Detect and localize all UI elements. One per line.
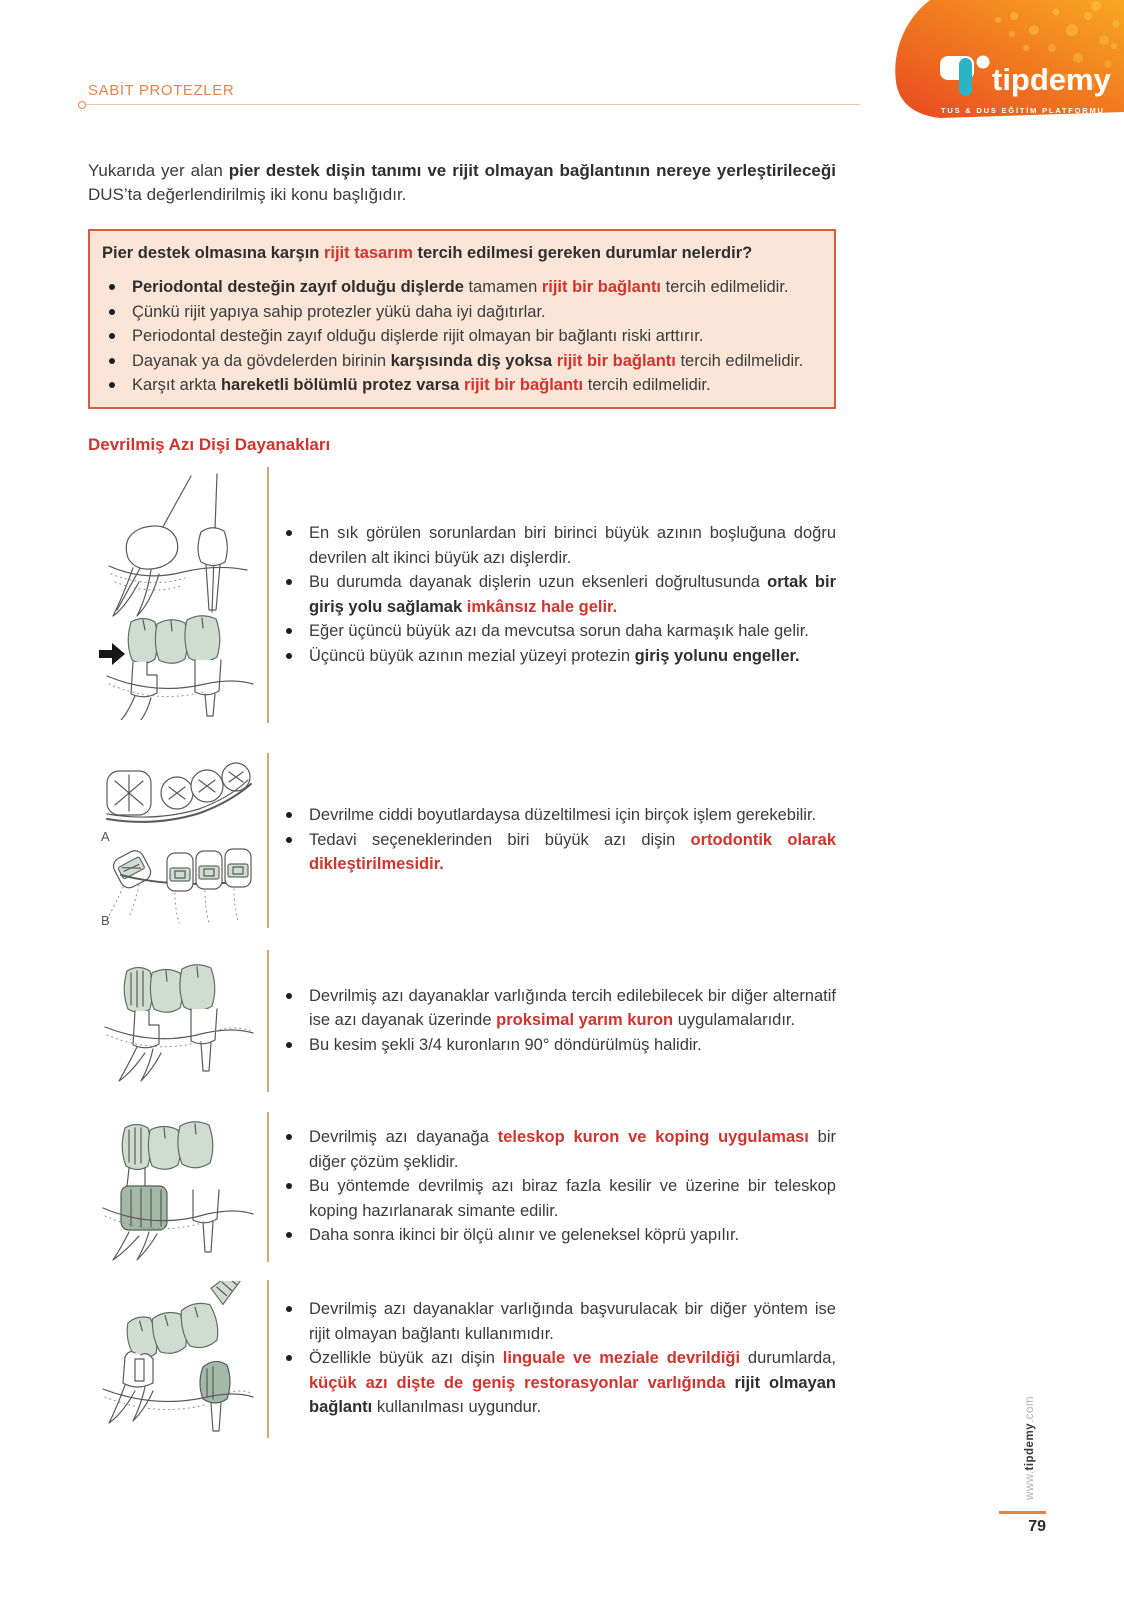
- list-item: En sık görülen sorunlardan biri birinci büyük azının boşluğuna doğru devrilen alt ikinci büyük azı dişlerdir.: [279, 521, 836, 570]
- content-rows: [88, 467, 836, 1438]
- list-item: Bu yöntemde devrilmiş azı biraz fazla kesilir ve üzerine bir teleskop koping hazırlanarak simante edilir.: [279, 1174, 836, 1223]
- bullet-icon: [279, 644, 309, 669]
- bullet-icon: [279, 570, 309, 619]
- section-heading: Devrilmiş Azı Dişi Dayanakları: [88, 434, 331, 454]
- bullet-icon: [102, 275, 132, 300]
- content-row-telescopic-coping: [88, 1112, 836, 1262]
- bullet-icon: [279, 984, 309, 1033]
- list-item: Devrilmiş azı dayanağa teleskop kuron ve koping uygulaması bir diğer çözüm şeklidir.: [279, 1125, 836, 1174]
- bullet-icon: [279, 521, 309, 570]
- illustration-tilted-molar: [88, 467, 267, 723]
- bullet-icon: [279, 619, 309, 644]
- bullet-icon: [279, 1033, 309, 1058]
- list-item: Daha sonra ikinci bir ölçü alınır ve geleneksel köprü yapılır.: [279, 1223, 836, 1248]
- content-row-orthodontic-uprighting: [88, 753, 836, 928]
- list-item: Karşıt arkta hareketli bölümlü protez varsa rijit bir bağlantı tercih edilmelidir.: [102, 373, 820, 398]
- url-suffix: .com: [1024, 1396, 1036, 1423]
- bullet-icon: [279, 1223, 309, 1248]
- bullet-icon: [102, 349, 132, 374]
- footer-website-url: [1024, 1394, 1036, 1500]
- bullet-icon: [279, 803, 309, 828]
- logo-badge-icon: [866, 0, 1124, 128]
- logo-tagline: TUS & DUS EĞİTİM PLATFORMU: [941, 106, 1105, 115]
- logo-brand-text: tipdemy: [992, 62, 1111, 97]
- list-item: Devrilmiş azı dayanaklar varlığında başvurulacak bir diğer yöntem ise rijit olmayan bağlantı kullanımıdır.: [279, 1297, 836, 1346]
- svg-text:A: A: [101, 828, 110, 844]
- content-row-proximal-half-crown: [88, 950, 836, 1092]
- bullet-icon: [279, 1297, 309, 1346]
- page-number-divider: [999, 1511, 1046, 1514]
- bullet-icon: [102, 300, 132, 325]
- content-row-non-rigid-connector: [88, 1280, 836, 1438]
- list-item: Çünkü rijit yapıya sahip protezler yükü daha iyi dağıtırlar.: [102, 300, 820, 325]
- tipdemy-logo: [866, 0, 1124, 128]
- list-item: Periodontal desteğin zayıf olduğu dişlerde rijit olmayan bir bağlantı riski arttırır.: [102, 324, 820, 349]
- header-divider: [86, 104, 860, 105]
- illustration-non-rigid-connector: [88, 1280, 267, 1438]
- illustration-telescopic-coping: [88, 1112, 267, 1262]
- question-box-title: Pier destek olmasına karşın rijit tasarım tercih edilmesi gereken durumlar nelerdir?: [102, 244, 753, 262]
- header-divider-circle-icon: [78, 101, 86, 109]
- url-prefix: www.: [1024, 1470, 1036, 1500]
- bullet-icon: [279, 1174, 309, 1223]
- intro-paragraph: Yukarıda yer alan pier destek dişin tanımı ve rijit olmayan bağlantının nereye yerleştirileceği DUS’ta değerlendirilmiş iki konu başlığıdır.: [88, 161, 836, 204]
- page-number: 79: [1028, 1518, 1046, 1535]
- list-item: Tedavi seçeneklerinden biri büyük azı dişin ortodontik olarak dikleştirilmesidir.: [279, 828, 836, 877]
- list-item: Üçüncü büyük azının mezial yüzeyi protezin giriş yolunu engeller.: [279, 644, 836, 669]
- content-row-tilted-molar: [88, 467, 836, 723]
- illustration-proximal-half-crown: [88, 950, 267, 1092]
- page-title: SABİT PROTEZLER: [88, 82, 235, 99]
- question-box-list: [102, 275, 820, 398]
- list-item: Devrilmiş azı dayanaklar varlığında tercih edilebilecek bir diğer alternatif ise azı dayanak üzerinde proksimal yarım kuron uygulamalarıdır.: [279, 984, 836, 1033]
- bullet-icon: [102, 324, 132, 349]
- question-box: [88, 229, 836, 409]
- list-item: Dayanak ya da gövdelerden birinin karşısında diş yoksa rijit bir bağlantı tercih edilmelidir.: [102, 349, 820, 374]
- svg-text:B: B: [101, 912, 110, 928]
- list-item: Bu kesim şekli 3/4 kuronların 90° döndürülmüş halidir.: [279, 1033, 836, 1058]
- illustration-orthodontic-uprighting: [88, 753, 267, 928]
- main-content: [88, 142, 836, 1438]
- list-item: Bu durumda dayanak dişlerin uzun eksenleri doğrultusunda ortak bir giriş yolu sağlamak imkânsız hale gelir.: [279, 570, 836, 619]
- list-item: Özellikle büyük azı dişin linguale ve meziale devrildiği durumlarda, küçük azı dişte de geniş restorasyonlar varlığında rijit olmayan bağlantı kullanılması uygundur.: [279, 1346, 836, 1420]
- bullet-icon: [279, 1346, 309, 1420]
- list-item: Devrilme ciddi boyutlardaysa düzeltilmesi için birçok işlem gerekebilir.: [279, 803, 836, 828]
- list-item: Periodontal desteğin zayıf olduğu dişlerde tamamen rijit bir bağlantı tercih edilmelidir.: [102, 275, 820, 300]
- list-item: Eğer üçüncü büyük azı da mevcutsa sorun daha karmaşık hale gelir.: [279, 619, 836, 644]
- bullet-icon: [102, 373, 132, 398]
- bullet-icon: [279, 828, 309, 877]
- bullet-icon: [279, 1125, 309, 1174]
- url-brand: tipdemy: [1024, 1422, 1036, 1471]
